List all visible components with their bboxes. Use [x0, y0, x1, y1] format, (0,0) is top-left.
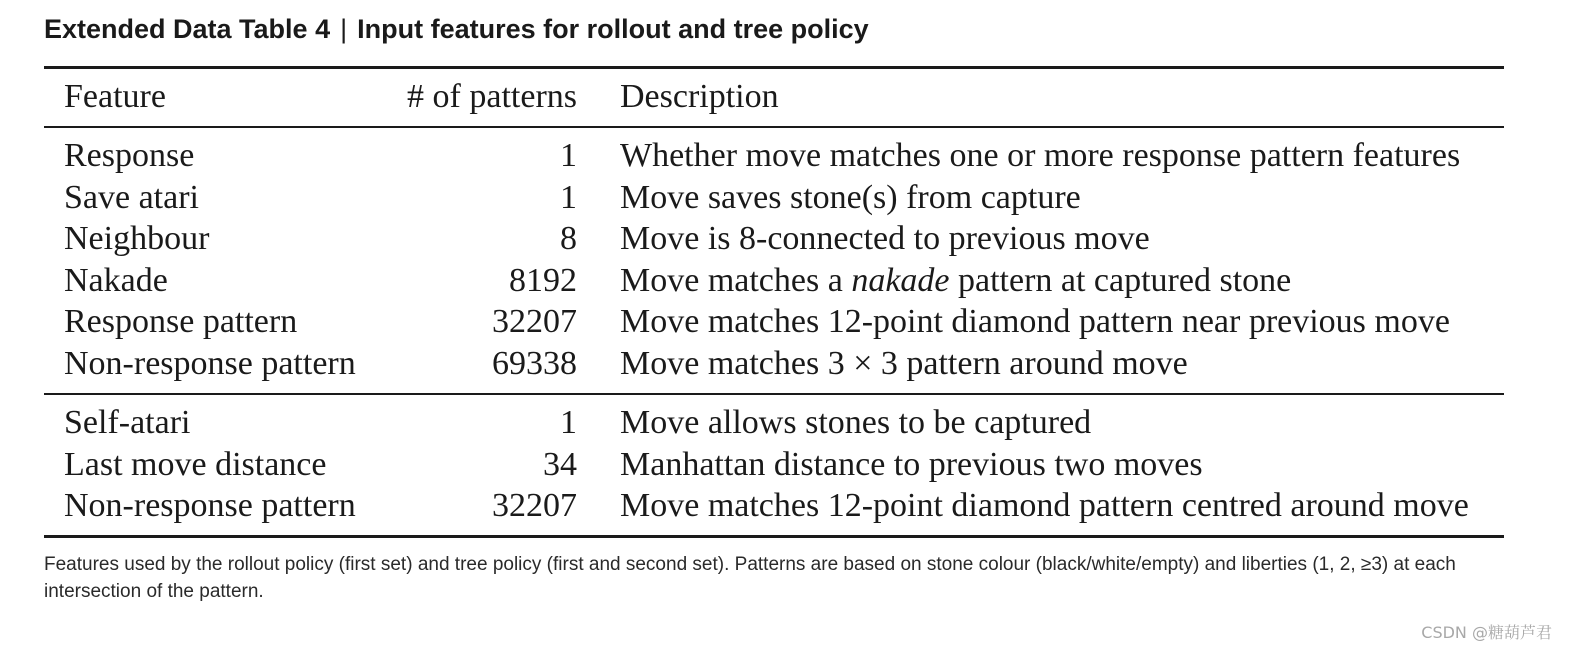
- watermark: CSDN @糖葫芦君: [1421, 623, 1552, 642]
- top-rule: [44, 66, 1504, 69]
- table-row: [0, 135, 1584, 177]
- table-row: [0, 218, 1584, 260]
- description-text: Move saves stone(s) from capture: [620, 178, 1081, 216]
- description-text: Move matches 12-point diamond pattern centred around move: [620, 487, 1469, 525]
- description-emphasis: nakade: [851, 261, 950, 299]
- description-cell: [620, 177, 1081, 219]
- description-text: Move allows stones to be captured: [620, 404, 1092, 441]
- header-count: # of patterns: [407, 78, 577, 115]
- header-description: Description: [620, 78, 779, 115]
- description-cell: [620, 260, 1291, 302]
- feature-cell: Neighbour: [64, 220, 210, 258]
- table-row: [0, 485, 1584, 527]
- pattern-count-cell: 1: [560, 178, 577, 216]
- feature-cell: Save atari: [64, 178, 199, 216]
- feature-cell: Non-response pattern: [64, 487, 356, 525]
- table-row: [0, 177, 1584, 219]
- feature-cell: Nakade: [64, 261, 168, 299]
- pattern-count-cell: 1: [560, 404, 577, 441]
- table-footnote: Features used by the rollout policy (first set) and tree policy (first and second set). Patterns are based on stone colour (black/white/empty) and liberties (1, 2, ≥3) at each intersection of the pattern.: [44, 554, 1456, 602]
- feature-cell: Response pattern: [64, 303, 298, 341]
- description-text: Move is 8-connected to previous move: [620, 220, 1150, 258]
- description-cell: [620, 135, 1460, 177]
- pattern-count-cell: 8192: [509, 261, 577, 299]
- description-cell: [620, 301, 1450, 343]
- header-rule: [44, 126, 1504, 128]
- feature-cell: Last move distance: [64, 445, 327, 483]
- description-text: Move matches a: [620, 261, 852, 299]
- description-text: Move matches 12-point diamond pattern near previous move: [620, 303, 1450, 341]
- feature-cell: Non-response pattern: [64, 345, 356, 382]
- description-text: Move matches 3 × 3 pattern around move: [620, 345, 1188, 382]
- header-feature: Feature: [64, 78, 166, 115]
- pattern-count-cell: 32207: [492, 303, 577, 341]
- bottom-rule: [44, 535, 1504, 538]
- pattern-count-cell: 1: [560, 137, 577, 174]
- group-divider-rule: [44, 393, 1504, 395]
- pattern-count-cell: 8: [560, 220, 577, 258]
- description-text-tail: pattern at captured stone: [949, 261, 1292, 299]
- description-cell: [620, 402, 1091, 444]
- pattern-count-cell: 32207: [492, 487, 577, 525]
- caption-separator: |: [340, 14, 348, 44]
- table-row: [0, 343, 1584, 385]
- table-row: [0, 301, 1584, 343]
- header-row: [0, 76, 1584, 118]
- table-row: [0, 444, 1584, 486]
- description-cell: [620, 485, 1469, 527]
- pattern-count-cell: 34: [543, 445, 577, 483]
- table-caption: [44, 14, 869, 45]
- description-cell: [620, 218, 1150, 260]
- description-text: Whether move matches one or more response pattern features: [620, 137, 1461, 174]
- table-label: Extended Data Table 4: [44, 14, 331, 44]
- description-text: Manhattan distance to previous two moves: [620, 445, 1203, 483]
- description-cell: [620, 444, 1203, 486]
- feature-cell: Self-atari: [64, 404, 191, 441]
- description-cell: [620, 343, 1188, 385]
- feature-cell: Response: [64, 137, 195, 174]
- table-title: Input features for rollout and tree policy: [357, 14, 869, 44]
- table-row: [0, 260, 1584, 302]
- table-row: [0, 402, 1584, 444]
- pattern-count-cell: 69338: [492, 345, 577, 382]
